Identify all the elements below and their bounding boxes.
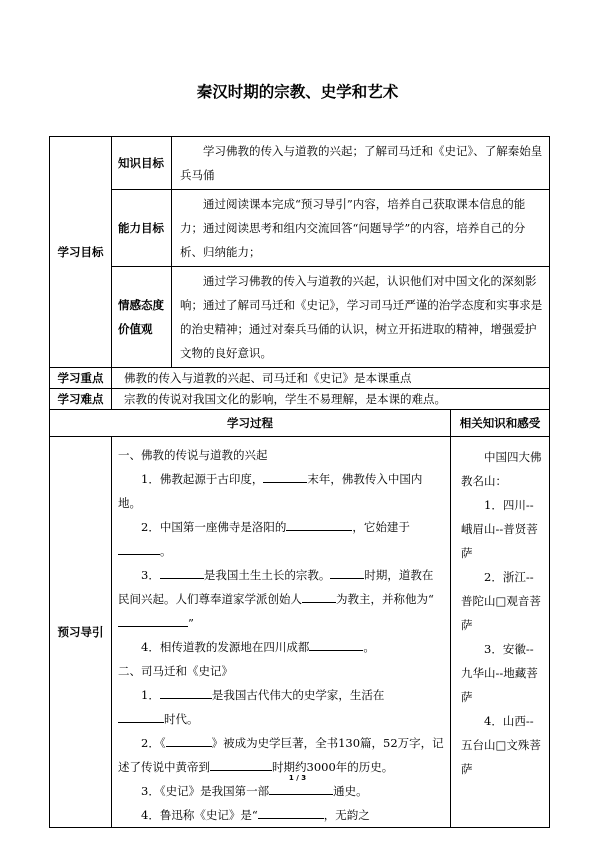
question-4: 4．相传道教的发源地在四川成都 。 bbox=[118, 635, 444, 659]
difficulty-label: 学习难点 bbox=[50, 389, 112, 410]
preview-content bbox=[112, 437, 451, 828]
lesson-plan-table bbox=[49, 136, 550, 828]
question-1: 1．佛教起源于古印度， 末年，佛教传入中国内地。 bbox=[118, 467, 444, 515]
emotion-objective-text: 通过学习佛教的传入与道教的兴起，认识他们对中国文化的深刻影响；通过了解司马迁和《史记》，学习司马迁严谨的治学态度和实事求是的治史精神；通过对秦兵马俑的认识，树立开拓进取的精神，增强爱护文物的良好意识。 bbox=[180, 274, 543, 360]
question-2: 2．中国第一座佛寺是洛阳的 ，它始建于 。 bbox=[118, 515, 444, 563]
document-title: 秦汉时期的宗教、史学和艺术 bbox=[196, 83, 399, 101]
mountain-3: 3．安徽--九华山--地藏菩萨 bbox=[461, 642, 538, 704]
mountain-4: 4．山西--五台山□文殊菩萨 bbox=[461, 714, 541, 776]
question-3: 3． 是我国土生土长的宗教。 时期，道教在民间兴起。人们尊奉道家学派创始人 为教主，并称他为“” bbox=[118, 563, 444, 635]
focus-text: 佛教的传入与道教的兴起、司马迁和《史记》是本课重点 bbox=[112, 368, 550, 389]
question-7: 3．《史记》是我国第一部 通史。 bbox=[118, 779, 444, 803]
page-number: 1 / 3 bbox=[288, 774, 307, 782]
preview-label: 预习导引 bbox=[50, 437, 112, 828]
related-intro: 中国四大佛教名山： bbox=[461, 450, 542, 488]
process-header: 学习过程 bbox=[50, 410, 451, 437]
knowledge-objective-label: 知识目标 bbox=[112, 137, 172, 190]
ability-objective-text: 通过阅读课本完成“预习导引”内容，培养自己获取课本信息的能力；通过阅读思考和组内交流回答“问题导学”的内容，培养自己的分析、归纳能力； bbox=[180, 197, 526, 259]
objectives-label: 学习目标 bbox=[50, 137, 112, 368]
related-header: 相关知识和感受 bbox=[451, 410, 550, 437]
question-5: 1． 是我国古代伟大的史学家，生活在 时代。 bbox=[118, 683, 444, 731]
emotion-label-line2: 价值观 bbox=[118, 322, 153, 336]
section-1-heading: 一、佛教的传说与道教的兴起 bbox=[118, 448, 268, 462]
focus-label: 学习重点 bbox=[50, 368, 112, 389]
emotion-objective-label bbox=[112, 267, 172, 368]
ability-objective-label: 能力目标 bbox=[112, 190, 172, 267]
emotion-label-line1: 情感态度 bbox=[118, 298, 164, 312]
mountain-1: 1．四川--峨眉山--普贤菩萨 bbox=[461, 498, 538, 560]
mountain-2: 2．浙江--普陀山□观音菩萨 bbox=[461, 570, 541, 632]
difficulty-text: 宗教的传说对我国文化的影响，学生不易理解，是本课的难点。 bbox=[112, 389, 550, 410]
knowledge-objective-text: 学习佛教的传入与道教的兴起；了解司马迁和《史记》、了解秦始皇兵马俑 bbox=[180, 144, 543, 182]
question-6: 2．《 》被成为史学巨著，全书130篇，52万字，记述了传说中黄帝到 时期约3000年的历史。 bbox=[118, 731, 444, 779]
section-2-heading: 二、司马迁和《史记》 bbox=[118, 664, 233, 678]
related-content bbox=[451, 437, 550, 828]
question-8: 4．鲁迅称《史记》是“ ，无韵之 bbox=[118, 803, 444, 827]
